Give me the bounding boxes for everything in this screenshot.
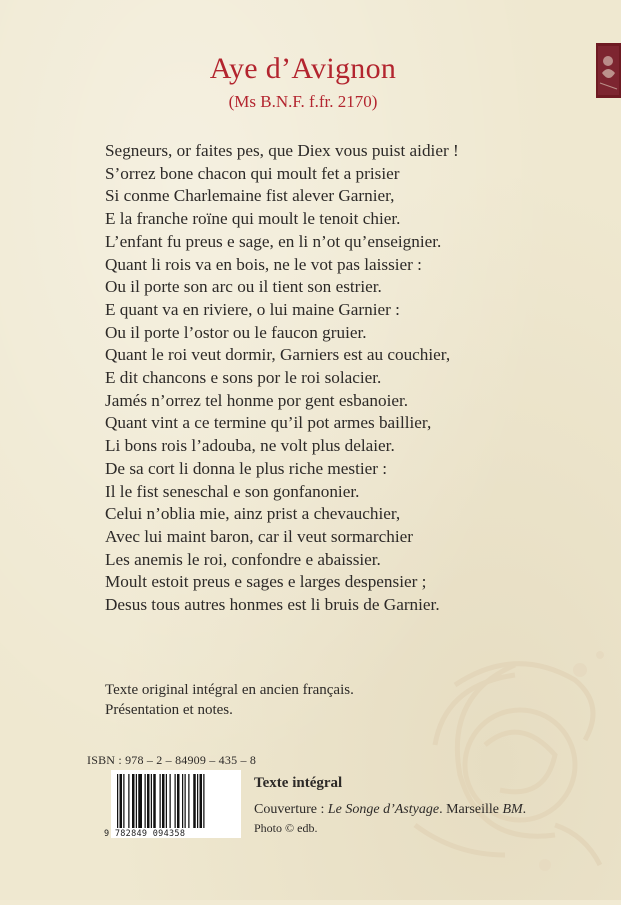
poem-line: E dit chancons e sons por le roi solacier. [105,368,382,388]
poem-line: Quant le roi veut dormir, Garniers est au couchier, [105,345,451,365]
photo-credit: Photo © edb. [254,821,318,835]
poem-line: Avec lui maint baron, car il veut sormarchier [105,526,413,546]
poem-line: Desus tous autres honmes est li bruis de Garnier. [105,595,440,615]
poem-line: Ou il porte l’ostor ou le faucon gruier. [105,322,367,342]
cover-credit-library: BM [502,802,523,817]
cover-credit-end: . [522,802,527,817]
poem-line: S’orrez bone chacon qui moult fet a prisier [105,163,400,183]
poem-line: Segneurs, or faites pes, que Diex vous puist aidier ! [105,141,459,160]
poem-line: Jamés n’orrez tel honme por gent esbanoier. [105,390,409,410]
cover-credit-suffix: . Marseille [439,802,503,817]
poem-line: L’enfant fu preus e sage, en li n’ot qu’enseignier. [105,231,442,251]
poem-line: Quant vint a ce termine qu’il pot armes baillier, [105,413,432,433]
texte-integral-label: Texte intégral [254,775,343,791]
decorated-initial-watermark-icon [395,625,621,905]
poem-line: Quant li rois va en bois, ne le vot pas laissier : [105,254,422,274]
poem-line: Il le fist seneschal e son gonfanonier. [105,481,360,501]
poem-line: Moult estoit preus e sages e larges despensier ; [105,572,427,592]
poem-line: Les anemis le roi, confondre e abaissier. [105,549,381,569]
edition-note-line: Texte original intégral en ancien français. [105,682,354,698]
barcode-digits: 9 782849 094358 [104,829,186,839]
poem-line: De sa cort li donna le plus riche mestier : [105,458,388,478]
manuscript-reference: (Ms B.N.F. f.fr. 2170) [228,92,378,111]
cover-credit-work: Le Songe d’Astyage [327,802,440,817]
barcode-icon [111,770,241,838]
isbn-label: ISBN : 978 – 2 – 84909 – 435 – 8 [87,753,257,767]
edition-note [105,680,445,720]
poem-line: Celui n’oblia mie, ainz prist a chevauchier, [105,504,401,524]
poem-line: Ou il porte son arc ou il tient son estrier. [105,277,382,297]
poem-line: E la franche roïne qui moult le tenoit chier. [105,209,401,229]
edition-note-line: Présentation et notes. [105,702,233,718]
cover-credit [254,802,526,818]
poem-line: Li bons rois l’adouba, ne volt plus delaier. [105,436,395,456]
book-title: Aye d’Avignon [209,52,397,85]
poem-excerpt [105,140,575,617]
poem-line: E quant va en riviere, o lui maine Garnier : [105,299,400,319]
poem-line: Si conme Charlemaine fist alever Garnier, [105,186,395,206]
cover-credit-prefix: Couverture : [254,802,328,817]
